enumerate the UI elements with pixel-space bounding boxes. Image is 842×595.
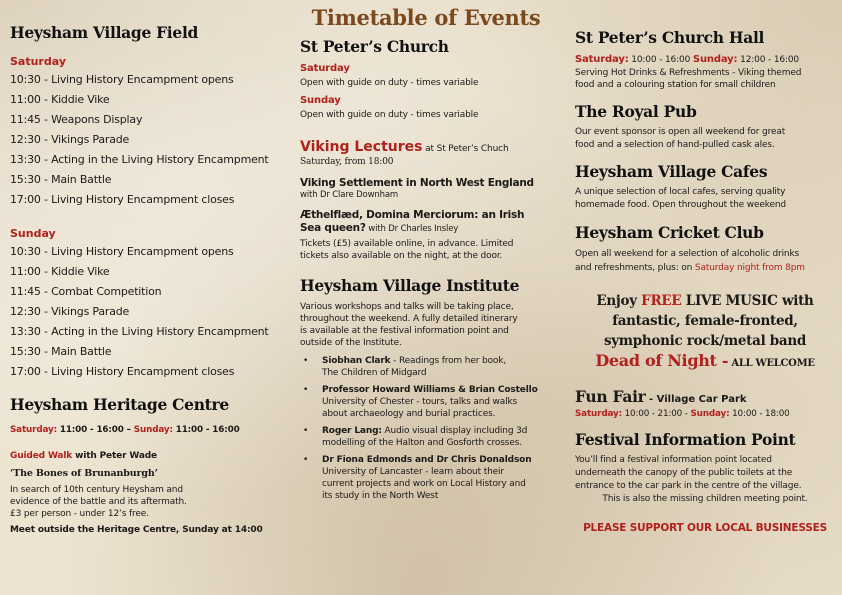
talk-speaker: with Dr Charles Insley: [365, 224, 459, 234]
saturday-label: Saturday: [10, 55, 66, 68]
band-name: Dead of Night -: [595, 351, 729, 370]
schedule-item: 11:45 - Weapons Display: [10, 113, 143, 126]
church-hall-times: [575, 53, 835, 67]
info-desc-line: underneath the canopy of the public toilets at the: [575, 468, 793, 478]
meeting-point: Meet outside the Heritage Centre, Sunday at 14:00: [10, 525, 263, 535]
tickets-info: [300, 238, 562, 262]
info-point-description: [575, 454, 835, 506]
cafes-desc-line: A unique selection of local cafes, serving quality: [575, 187, 786, 197]
info-desc-line: You’ll find a festival information point located: [575, 455, 772, 465]
guided-walk-heading: [10, 450, 280, 463]
institute-talk-item: [300, 425, 562, 449]
talk-desc: - Readings from her book,: [390, 356, 507, 366]
church-sun-label: Sunday: [300, 95, 341, 106]
cricket-highlight: Saturday night from 8pm: [694, 263, 805, 273]
lectures-location: at St Peter’s Chuch: [422, 144, 509, 154]
music-line: LIVE MUSIC with: [681, 293, 814, 309]
schedule-item: 10:30 - Living History Encampment opens: [10, 245, 234, 258]
schedule-item: 11:45 - Combat Competition: [10, 285, 162, 298]
tickets-line: Tickets (£5) available online, in advance. Limited: [300, 239, 514, 249]
funfair-sat-time: 10:00 - 21:00 -: [621, 409, 691, 419]
heritage-sun-time: 11:00 - 16:00: [172, 425, 240, 435]
hall-sat-time: 10:00 - 16:00: [628, 55, 693, 65]
fun-fair-title: Fun Fair: [575, 387, 646, 406]
institute-talk-item: [300, 384, 562, 420]
cricket-desc-line: Open all weekend for a selection of alcoholic drinks: [575, 249, 800, 259]
bullet-icon: •: [303, 455, 309, 465]
schedule-item: 15:30 - Main Battle: [10, 173, 112, 186]
institute-talks-list: [300, 355, 562, 502]
funfair-sun-time: 10:00 - 18:00: [729, 409, 790, 419]
hall-sun-time: 12:00 - 16:00: [737, 55, 800, 65]
funfair-sat-label: Saturday:: [575, 409, 622, 419]
bullet-icon: •: [303, 426, 309, 436]
heritage-opening-times: [10, 424, 280, 437]
talk-desc-line: The Children of Midgard: [322, 368, 427, 378]
schedule-item: 17:00 - Living History Encampment closes: [10, 193, 235, 206]
cricket-club-title: Heysham Cricket Club: [575, 223, 764, 242]
pub-desc-line: food and a selection of hand-pulled cask ales.: [575, 140, 775, 150]
village-field-title: Heysham Village Field: [10, 23, 199, 42]
talk-title: Viking Settlement in North West England: [300, 177, 534, 189]
page-title: Timetable of Events: [311, 5, 541, 30]
music-line: Enjoy: [596, 293, 642, 309]
schedule-item: 13:30 - Acting in the Living History Encampment: [10, 325, 269, 338]
intro-line: is available at the festival information point and: [300, 326, 509, 336]
institute-intro: [300, 301, 562, 349]
music-free: FREE: [641, 293, 682, 309]
hall-sun-label: Sunday:: [692, 54, 738, 65]
talk-title: [300, 209, 562, 236]
schedule-item: 17:00 - Living History Encampment closes: [10, 365, 235, 378]
talk-desc-line: its study in the North West: [322, 491, 439, 501]
cafes-desc-line: homemade food. Open throughout the weekend: [575, 200, 786, 210]
church-title: St Peter’s Church: [300, 37, 449, 56]
walk-desc-line: evidence of the battle and its aftermath.: [10, 497, 187, 507]
live-music-promo: [575, 291, 835, 374]
schedule-item: 11:00 - Kiddie Vike: [10, 265, 110, 278]
intro-line: outside of the Institute.: [300, 338, 402, 348]
info-desc-line: entrance to the car park in the centre of the village.: [575, 481, 802, 491]
schedule-item: 15:30 - Main Battle: [10, 345, 112, 358]
lectures-time: Saturday, from 18:00: [300, 157, 394, 167]
column-venues: [575, 0, 835, 534]
walk-desc-line: In search of 10th century Heysham and: [10, 485, 183, 495]
hall-desc-line: Serving Hot Drinks & Refreshments - Viking themed: [575, 68, 802, 78]
fun-fair-times: [575, 408, 835, 421]
guided-walk-title: ‘The Bones of Brunanburgh’: [10, 468, 158, 479]
institute-title: Heysham Village Institute: [300, 276, 520, 295]
schedule-item: 12:30 - Vikings Parade: [10, 133, 130, 146]
all-welcome: ALL WELCOME: [728, 358, 815, 369]
institute-talk-item: [300, 454, 562, 502]
talk-speaker-name: Dr Fiona Edmonds and Dr Chris Donaldson: [322, 455, 532, 465]
guided-walk-with: with Peter Wade: [72, 451, 157, 461]
lectures-heading: [300, 136, 562, 156]
cafes-description: [575, 186, 835, 212]
fun-fair-heading: [575, 387, 835, 406]
talk-speaker-name: Siobhan Clark: [322, 356, 391, 366]
talk-desc-line: University of Lancaster - learn about their: [322, 467, 504, 477]
talk-title-line: Sea queen?: [300, 222, 366, 234]
fun-fair-location: - Village Car Park: [645, 394, 747, 405]
talk-desc-line: University of Chester - tours, talks and walks: [322, 397, 518, 407]
schedule-item: 12:30 - Vikings Parade: [10, 305, 130, 318]
tickets-line: tickets also available on the night, at the door.: [300, 251, 503, 261]
intro-line: Various workshops and talks will be taking place,: [300, 302, 514, 312]
music-line: symphonic rock/metal band: [603, 333, 807, 349]
column-village-field: [10, 0, 280, 537]
pub-desc-line: Our event sponsor is open all weekend for great: [575, 127, 786, 137]
heritage-sat-label: Saturday:: [10, 425, 57, 435]
heritage-sat-time: 11:00 - 16:00 –: [56, 425, 134, 435]
music-line: fantastic, female-fronted,: [612, 313, 798, 329]
church-sat-text: Open with guide on duty - times variable: [300, 78, 479, 88]
walk-price: £3 per person - under 12’s free.: [10, 509, 149, 519]
church-hall-title: St Peter’s Church Hall: [575, 28, 765, 47]
talk-desc-line: about archaeology and burial practices.: [322, 409, 496, 419]
column-church: [300, 0, 562, 507]
church-hall-description: [575, 67, 835, 91]
bullet-icon: •: [303, 385, 309, 395]
schedule-item: 10:30 - Living History Encampment opens: [10, 73, 234, 86]
guided-walk-label: Guided Walk: [10, 451, 73, 461]
heritage-centre-title: Heysham Heritage Centre: [10, 395, 229, 414]
royal-pub-description: [575, 126, 835, 152]
talk-desc-line: modelling of the Halton and Gosforth crosses.: [322, 438, 522, 448]
talk-speaker-name: Roger Lang:: [322, 426, 382, 436]
talk-desc-line: current projects and work on Local History and: [322, 479, 526, 489]
schedule-item: 13:30 - Acting in the Living History Encampment: [10, 153, 269, 166]
talk-title-line: Æthelflæd, Domina Merciorum: an Irish: [300, 209, 525, 221]
talk-speaker: with Dr Clare Downham: [300, 190, 399, 200]
cricket-club-description: [575, 247, 835, 275]
church-sat-label: Saturday: [300, 63, 350, 74]
sunday-schedule: [10, 242, 280, 382]
hall-desc-line: food and a colouring station for small children: [575, 80, 776, 90]
lectures-title: Viking Lectures: [300, 139, 423, 155]
funfair-sun-label: Sunday:: [690, 409, 730, 419]
bullet-icon: •: [303, 356, 309, 366]
talk-desc: Audio visual display including 3d: [381, 426, 528, 436]
institute-talk-item: [300, 355, 562, 379]
heritage-sun-label: Sunday:: [133, 425, 173, 435]
cafes-title: Heysham Village Cafes: [575, 162, 768, 181]
info-point-title: Festival Information Point: [575, 430, 796, 449]
hall-sat-label: Saturday:: [575, 54, 629, 65]
guided-walk-description: [10, 484, 280, 520]
support-local-businesses: PLEASE SUPPORT OUR LOCAL BUSINESSES: [583, 522, 827, 534]
intro-line: throughout the weekend. A fully detailed itinerary: [300, 314, 518, 324]
saturday-schedule: [10, 70, 280, 210]
royal-pub-title: The Royal Pub: [575, 102, 697, 121]
sunday-label: Sunday: [10, 227, 56, 240]
church-sun-text: Open with guide on duty - times variable: [300, 110, 479, 120]
talk-speaker-name: Professor Howard Williams & Brian Costello: [322, 385, 538, 395]
schedule-item: 11:00 - Kiddie Vike: [10, 93, 110, 106]
info-desc-line: This is also the missing children meeting point.: [602, 494, 808, 504]
cricket-desc-line: and refreshments, plus: on: [575, 263, 695, 273]
